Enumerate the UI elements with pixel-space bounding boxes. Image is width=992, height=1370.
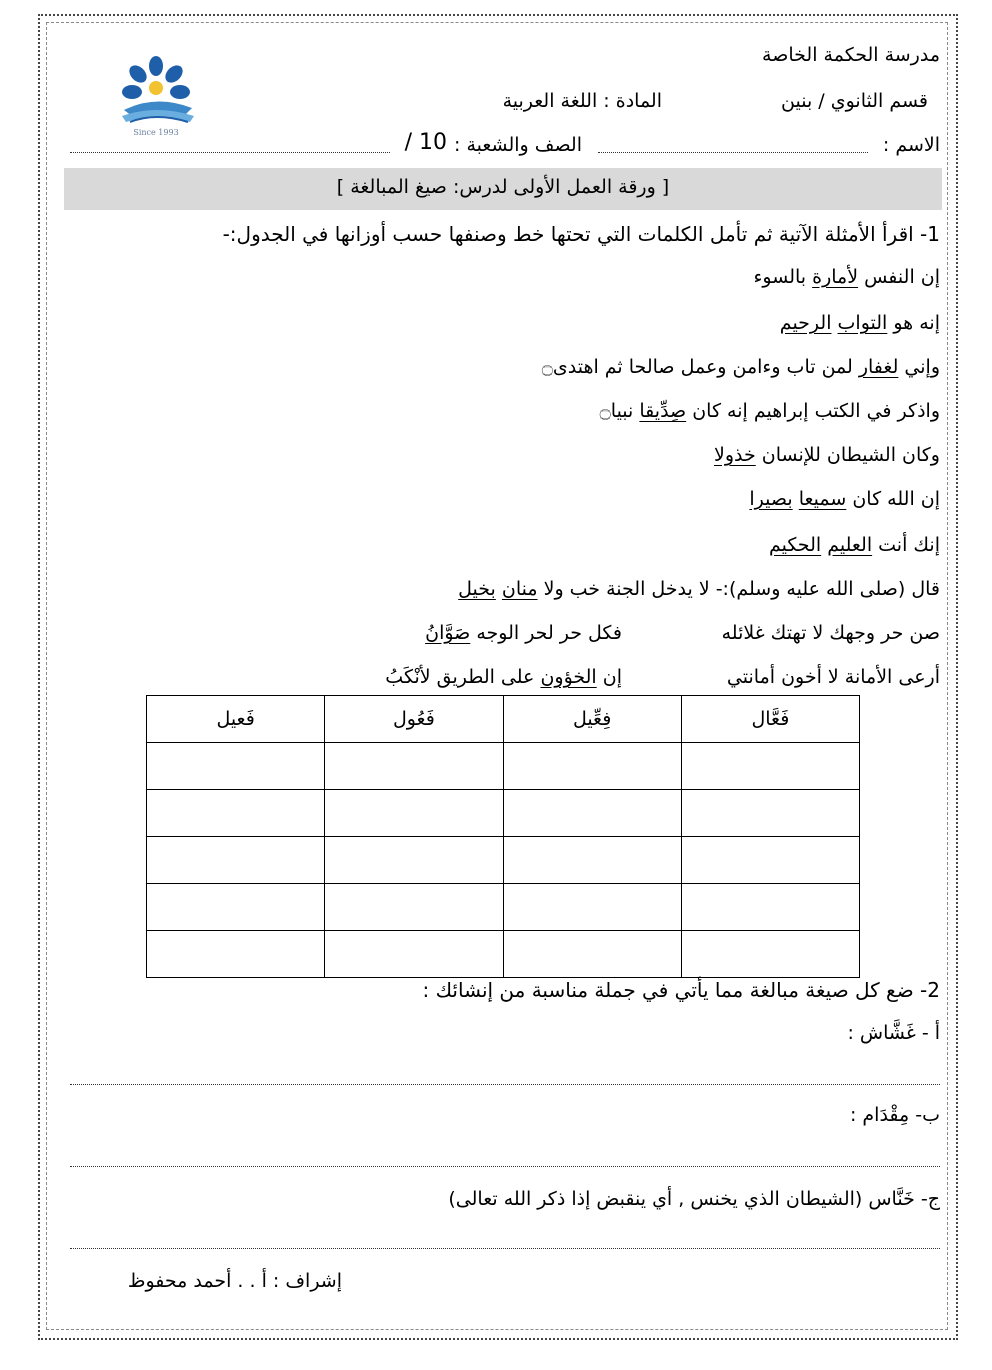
header-faeel: فَعيل (147, 696, 325, 743)
header-faaal: فَعَّال (681, 696, 859, 743)
table-cell[interactable] (325, 743, 503, 790)
table-cell[interactable] (503, 743, 681, 790)
table-row (147, 837, 860, 884)
q2-answer-line-b[interactable] (70, 1166, 940, 1167)
underlined-word: لأمارة (812, 266, 859, 288)
underlined-word: صَوَّانُ (425, 622, 471, 644)
school-name: مدرسة الحكمة الخاصة (762, 44, 940, 66)
example-7: إنك أنت العليم الحكيم (768, 534, 940, 556)
underlined-word: الرحيم (779, 312, 832, 334)
table-cell[interactable] (147, 931, 325, 978)
verse-2-first-hemistich: أرعى الأمانة لا أخون أمانتي (726, 666, 940, 688)
table-row (147, 790, 860, 837)
underlined-word: صِدِّيقا (639, 400, 687, 422)
underlined-word: منان (501, 578, 538, 600)
class-answer-line[interactable] (70, 152, 390, 153)
table-cell[interactable] (147, 790, 325, 837)
q2-instruction: 2- ضع كل صيغة مبالغة مما يأتي في جملة مناسبة من إنشائك : (422, 978, 940, 1002)
name-label: الاسم : (882, 134, 940, 156)
table-cell[interactable] (147, 884, 325, 931)
q2-answer-line-a[interactable] (70, 1084, 940, 1085)
table-row (147, 884, 860, 931)
example-3: وإني لغفار لمن تاب وءامن وعمل صالحا ثم اهتدى۝ (541, 356, 940, 378)
table-cell[interactable] (681, 743, 859, 790)
example-2: إنه هو التواب الرحيم (779, 312, 940, 334)
table-cell[interactable] (325, 931, 503, 978)
table-cell[interactable] (503, 837, 681, 884)
classification-table (146, 695, 860, 978)
q2-item-c: ج- خَنَّاس (الشيطان الذي يخنس , أي ينقبض إذا ذكر الله تعالى) (448, 1188, 940, 1210)
table-cell[interactable] (325, 790, 503, 837)
table-cell[interactable] (503, 931, 681, 978)
table-cell[interactable] (325, 837, 503, 884)
underlined-word: بخيل (458, 578, 496, 600)
underlined-word: خذولا (713, 444, 756, 466)
underlined-word: لغفار (858, 356, 899, 378)
example-5: وكان الشيطان للإنسان خذولا (713, 444, 940, 466)
underlined-word: الخؤون (540, 666, 597, 688)
table-cell[interactable] (147, 837, 325, 884)
underlined-word: الحكيم (768, 534, 822, 556)
table-cell[interactable] (147, 743, 325, 790)
title-banner (64, 168, 942, 210)
class-label: الصف والشعبة : (454, 134, 582, 156)
example-6: إن الله كان سميعا بصيرا (749, 488, 940, 510)
worksheet-title: [ ورقة العمل الأولى لدرس: صيغ المبالغة ] (336, 176, 670, 198)
supervisor: إشراف : أ . . أحمد محفوظ (127, 1270, 342, 1292)
q2-item-b: ب- مِقْدَام : (849, 1104, 940, 1126)
example-1: إن النفس لأمارة بالسوء (753, 266, 940, 288)
table-cell[interactable] (681, 931, 859, 978)
department: قسم الثانوي / بنين (781, 90, 928, 112)
underlined-word: التواب (837, 312, 888, 334)
underlined-word: بصيرا (749, 488, 793, 510)
verse-1-second-hemistich: فكل حر لحر الوجه صَوَّانُ (425, 622, 622, 644)
header-fiiil: فِعِّيل (503, 696, 681, 743)
table-cell[interactable] (681, 837, 859, 884)
q2-answer-line-c[interactable] (70, 1248, 940, 1249)
verse-2-second-hemistich: إن الخؤون على الطريق لأنْكَبُ (385, 666, 622, 688)
underlined-word: العليم (827, 534, 873, 556)
example-8: قال (صلى الله عليه وسلم):- لا يدخل الجنة خب ولا منان بخيل (458, 578, 940, 600)
verse-end-mark: ۝ (541, 356, 553, 378)
table-cell[interactable] (503, 790, 681, 837)
example-4: واذكر في الكتب إبراهيم إنه كان صِدِّيقا نبيا۝ (599, 400, 940, 422)
class-value: 10 / (404, 130, 447, 155)
q1-instruction: 1- اقرأ الأمثلة الآتية ثم تأمل الكلمات التي تحتها خط وصنفها حسب أوزانها في الجدول:- (222, 222, 940, 246)
subject: المادة : اللغة العربية (502, 90, 662, 112)
table-header-row (147, 696, 860, 743)
verse-1-first-hemistich: صن حر وجهك لا تهتك غلائله (721, 622, 940, 644)
table-row (147, 743, 860, 790)
table-cell[interactable] (325, 884, 503, 931)
table-cell[interactable] (503, 884, 681, 931)
svg-text:Since 1993: Since 1993 (133, 128, 179, 137)
q2-item-a: أ - غَشَّاش : (847, 1022, 940, 1044)
header-faool: فَعُول (325, 696, 503, 743)
table-cell[interactable] (681, 790, 859, 837)
school-logo (104, 54, 208, 138)
verse-end-mark: ۝ (599, 400, 611, 422)
table-cell[interactable] (681, 884, 859, 931)
underlined-word: سميعا (798, 488, 847, 510)
table-row (147, 931, 860, 978)
name-answer-line[interactable] (598, 152, 868, 153)
